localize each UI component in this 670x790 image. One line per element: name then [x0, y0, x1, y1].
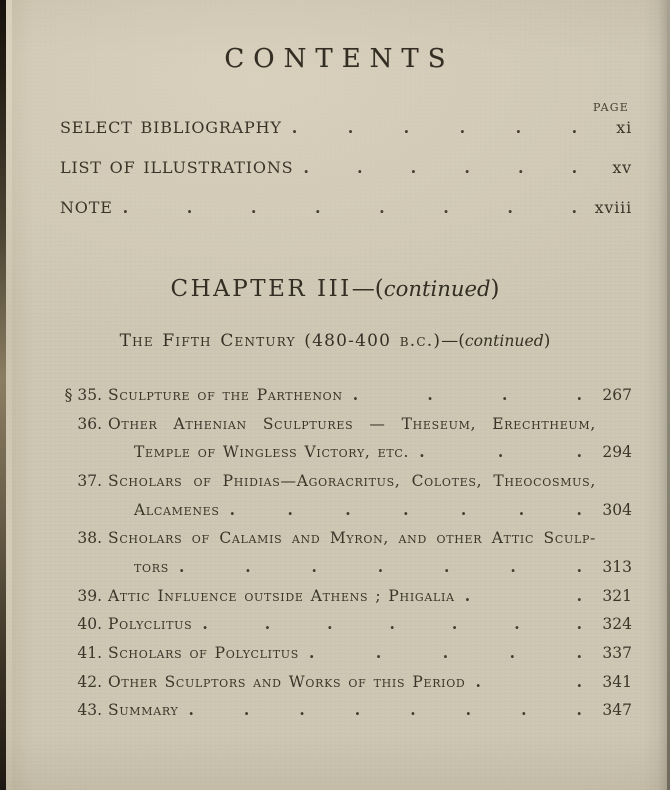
entry-text: Polyclitus	[108, 615, 193, 634]
leader-dots	[475, 668, 582, 697]
heading-segment: The Fifth Century (480-400 b.c.)	[119, 331, 442, 351]
front-matter-row	[0, 197, 670, 218]
entry-number: 37.	[77, 471, 102, 490]
leader-dot: .	[188, 700, 194, 720]
leader-dots	[465, 582, 582, 611]
leader-dots	[292, 117, 578, 138]
entry-text: Scholars of Phidias—Agoracritus, Colotes, Theocosmus,	[108, 471, 596, 490]
entry-text: Summary	[108, 701, 179, 720]
leader-dot: .	[229, 499, 236, 519]
toc-row	[0, 381, 670, 410]
entry-number: 40.	[77, 615, 102, 634]
heading-segment: continued	[464, 331, 544, 350]
leader-dot: .	[576, 671, 582, 691]
leader-dot: .	[515, 118, 522, 137]
heading-segment: continued	[383, 276, 491, 301]
leader-dot: .	[442, 642, 449, 662]
leader-dot: .	[315, 198, 322, 217]
page-number: 294	[602, 443, 632, 462]
entry-text: Other Sculptors and Works of this Period	[108, 672, 466, 691]
leader-dot: .	[419, 442, 425, 462]
toc-row	[0, 438, 670, 467]
leader-dot: .	[475, 671, 481, 691]
leader-dot: .	[576, 556, 582, 576]
front-matter-label: NOTE	[60, 198, 113, 217]
leader-dots	[123, 197, 578, 218]
heading-segment: )	[543, 331, 551, 351]
leader-dots	[353, 381, 582, 410]
front-matter-row	[0, 117, 670, 138]
heading-segment: )	[490, 276, 500, 302]
leader-dot: .	[460, 499, 467, 519]
leader-dot: .	[576, 442, 582, 462]
leader-dot: .	[501, 385, 508, 404]
heading-segment: —(	[441, 331, 465, 351]
leader-dot: .	[465, 700, 472, 720]
chapter-heading	[0, 276, 670, 302]
front-matter-label: LIST OF ILLUSTRATIONS	[60, 158, 294, 177]
page-number: xv	[612, 158, 632, 177]
entry-number: 36.	[77, 414, 102, 433]
leader-dot: .	[576, 499, 582, 519]
leader-dot: .	[264, 614, 271, 634]
leader-dot: .	[379, 198, 386, 217]
entry-text: Attic Influence outside Athens ; Phigalia	[108, 586, 455, 605]
leader-dot: .	[327, 614, 333, 634]
leader-dot: .	[571, 118, 578, 137]
page-number: 347	[602, 701, 632, 720]
page-number: 267	[602, 386, 632, 404]
leader-dot: .	[576, 700, 582, 720]
entry-number: 43.	[77, 701, 102, 720]
toc-row	[0, 668, 670, 697]
page-number: 324	[602, 615, 632, 634]
leader-dots	[230, 496, 582, 525]
page-number: 337	[602, 643, 632, 662]
entry-text: Temple of Wingless Victory, etc.	[134, 443, 410, 462]
leader-dot: .	[444, 556, 450, 576]
leader-dot: .	[303, 158, 310, 177]
leader-dot: .	[576, 385, 582, 404]
leader-dot: .	[250, 198, 258, 217]
leader-dot: .	[352, 385, 359, 404]
leader-dot: .	[427, 385, 433, 404]
leader-dot: .	[451, 614, 458, 634]
front-matter-row	[0, 157, 670, 178]
leader-dot: .	[287, 499, 293, 519]
leader-dot: .	[186, 198, 194, 217]
leader-dot: .	[459, 118, 466, 137]
page-number: 313	[602, 557, 632, 576]
leader-dot: .	[509, 642, 516, 662]
leader-dot: .	[410, 158, 418, 177]
leader-dot: .	[576, 585, 582, 605]
leader-dot: .	[510, 556, 516, 576]
leader-dots	[202, 610, 582, 639]
leader-dot: .	[443, 198, 450, 217]
leader-dot: .	[403, 118, 411, 137]
leader-dot: .	[571, 198, 578, 217]
leader-dot: .	[291, 118, 299, 137]
toc-row	[0, 467, 670, 496]
leader-dot: .	[521, 700, 527, 720]
entry-number: 42.	[77, 672, 102, 691]
leader-dot: .	[299, 700, 305, 720]
leader-dot: .	[514, 614, 520, 634]
toc-row	[0, 610, 670, 639]
toc-entries	[0, 381, 670, 725]
leader-dot: .	[571, 158, 578, 177]
front-matter-label: SELECT BIBLIOGRAPHY	[60, 118, 282, 137]
toc-row	[0, 553, 670, 582]
leader-dot: .	[403, 499, 409, 519]
heading-segment: —(	[351, 276, 384, 302]
leader-dot: .	[497, 442, 504, 462]
leader-dots	[303, 157, 578, 178]
page-number: 321	[602, 586, 632, 605]
leader-dot: .	[354, 700, 361, 720]
leader-dot: .	[311, 556, 317, 576]
leader-dot: .	[308, 642, 315, 662]
heading-segment: CHAPTER III	[170, 276, 352, 302]
toc-row	[0, 696, 670, 725]
entry-number: 38.	[77, 529, 102, 548]
leader-dot: .	[345, 499, 351, 519]
leader-dot: .	[202, 614, 208, 634]
toc-row	[0, 524, 670, 553]
leader-dot: .	[122, 198, 130, 217]
leader-dot: .	[576, 642, 582, 662]
leader-dots	[309, 639, 582, 668]
leader-dot: .	[518, 499, 525, 519]
leader-dot: .	[357, 158, 364, 177]
entry-number: 41.	[77, 643, 102, 662]
leader-dot: .	[375, 642, 382, 662]
page-title: CONTENTS	[224, 44, 455, 74]
toc-row	[0, 410, 670, 439]
entry-text: Alcamenes	[134, 500, 220, 519]
leader-dot: .	[377, 556, 384, 576]
leader-dot: .	[576, 614, 582, 634]
leader-dot: .	[464, 158, 471, 177]
page-number: 341	[602, 672, 632, 691]
front-matter-list	[0, 117, 670, 237]
toc-row	[0, 582, 670, 611]
toc-row	[0, 496, 670, 525]
leader-dot: .	[517, 158, 525, 177]
leader-dot: .	[178, 556, 185, 576]
entry-text: Scholars of Polyclitus	[108, 643, 299, 662]
entry-text: Other Athenian Sculptures — Theseum, Erechtheum,	[108, 414, 596, 433]
leader-dot: .	[464, 585, 471, 605]
leader-dot: .	[507, 198, 514, 217]
entry-number: 39.	[77, 586, 102, 605]
page-number: xviii	[594, 198, 632, 217]
leader-dot: .	[243, 700, 250, 720]
entry-text: Sculpture of the Parthenon	[108, 386, 343, 404]
entry-number: § 35.	[64, 386, 102, 404]
leader-dots	[188, 696, 582, 725]
book-spine-edge	[0, 0, 6, 790]
section-subheading	[0, 331, 670, 351]
leader-dot: .	[389, 614, 395, 634]
leader-dot: .	[347, 118, 355, 137]
leader-dot: .	[245, 556, 251, 576]
entry-text: tors	[134, 557, 169, 576]
leader-dots	[179, 553, 582, 582]
page-number: xi	[616, 118, 632, 137]
toc-row	[0, 639, 670, 668]
leader-dot: .	[410, 700, 416, 720]
page-number: 304	[602, 500, 632, 519]
leader-dots	[419, 438, 582, 467]
page-column-header: PAGE	[593, 101, 629, 114]
entry-text: Scholars of Calamis and Myron, and other Attic Sculp-	[108, 529, 596, 548]
